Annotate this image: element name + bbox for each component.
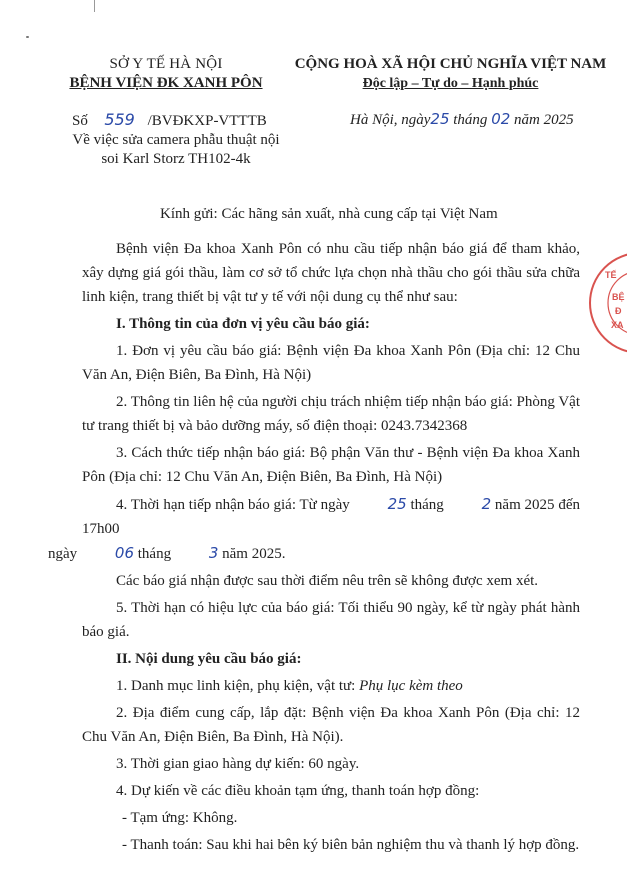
section-1-heading: I. Thông tin của đơn vị yêu cầu báo giá: [116,316,370,332]
section-1-item-2: 2. Thông tin liên hệ của người chịu trách nhiệm tiếp nhận báo giá: Phòng Vật tư trang thiết bị và bảo dưỡng máy, số điện thoại: 0243.7342368 [82,394,580,434]
stamp-text-3: Đ [615,306,622,316]
appendix-reference: Phụ lục kèm theo [359,678,463,694]
document-number [72,110,267,130]
item4-text-b: tháng [410,497,444,513]
stamp-outer-ring [590,253,627,353]
motto-slogan: Độc lập – Tự do – Hạnh phúc [362,76,539,91]
date-line [350,110,574,129]
subject-line-1: Về việc sửa camera phẫu thuật nội [72,132,280,148]
section-1-item-3: 3. Cách thức tiếp nhận báo giá: Bộ phận Văn thư - Bệnh viện Đa khoa Xanh Pôn (Địa chỉ: 12 Chu Văn An, Điện Biên, Ba Đình, Hà Nội) [82,445,580,485]
section-1-item-1: 1. Đơn vị yêu cầu báo giá: Bệnh viện Đa khoa Xanh Pôn (Địa chỉ: 12 Chu Văn An, Điện Biên, Ba Đình, Hà Nội) [82,343,580,383]
national-motto [288,56,613,92]
scan-mark [94,0,95,12]
item4-text-d: ngày [48,546,78,562]
intro-paragraph: Bệnh viện Đa khoa Xanh Pôn có nhu cầu tiếp nhận báo giá để tham khảo, xây dựng giá gói thầu, làm cơ sở tổ chức lựa chọn nhà thầu cho gói thầu sửa chữa linh kiện, trang thiết bị vật tư y tế với nội dung cụ thể như sau: [82,241,580,305]
handwritten-start-day: 25 [387,495,407,513]
advance-payment-term: - Tạm ứng: Không. [122,810,238,826]
item4-text-c: năm 2025 đến 17h00 [82,497,580,537]
salutation: Kính gửi: Các hãng sản xuất, nhà cung cấp tại Việt Nam [160,206,498,222]
stamp-text-2: BỆ [612,292,625,302]
handwritten-start-month: 2 [481,495,492,513]
stamp-inner-ring [608,271,627,335]
hospital-stamp [585,248,627,358]
section-2-item-3: 3. Thời gian giao hàng dự kiến: 60 ngày. [116,756,360,772]
so-label: Số [72,113,88,129]
organization-name: BỆNH VIỆN ĐK XANH PÔN [69,75,263,91]
handwritten-number: 559 [104,110,135,129]
issuing-organization [56,56,276,92]
section-2-item-4: 4. Dự kiến về các điều khoản tạm ứng, thanh toán hợp đồng: [116,783,480,799]
date-month-label: tháng [453,112,488,128]
handwritten-end-month: 3 [208,544,219,562]
handwritten-month: 02 [491,110,511,128]
handwritten-end-day: 06 [114,544,135,562]
section-1-item-5: 5. Thời hạn có hiệu lực của báo giá: Tối thiểu 90 ngày, kể từ ngày phát hành báo giá. [82,600,580,640]
handwritten-day: 25 [430,110,450,128]
document-body [48,237,580,860]
item4-text-a: 4. Thời hạn tiếp nhận báo giá: Từ ngày [116,497,350,513]
item4-text-f: năm 2025. [222,546,286,562]
date-place: Hà Nội, ngày [350,112,431,128]
scan-speck [26,36,29,38]
late-submission-note: Các báo giá nhận được sau thời điểm nêu trên sẽ không được xem xét. [116,573,539,589]
stamp-text-1: TẾ [605,270,617,280]
stamp-text-4: XA [611,320,624,330]
so-suffix: /BVĐKXP-VTTTB [147,113,267,129]
section-2-item-2: 2. Địa điểm cung cấp, lắp đặt: Bệnh viện Đa khoa Xanh Pôn (Địa chỉ: 12 Chu Văn An, Điện Biên, Ba Đình, Hà Nội). [82,705,580,745]
date-year: năm 2025 [514,112,574,128]
document-subject [56,131,296,169]
payment-term: - Thanh toán: Sau khi hai bên ký biên bản nghiệm thu và thanh lý hợp đồng. [122,837,580,853]
section-2-heading: II. Nội dung yêu cầu báo giá: [116,651,302,667]
s2-item1-text: 1. Danh mục linh kiện, phụ kiện, vật tư: [116,678,356,694]
country-title: CỘNG HOÀ XÃ HỘI CHỦ NGHĨA VIỆT NAM [294,56,607,72]
subject-line-2: soi Karl Storz TH102-4k [101,151,251,167]
item4-text-e: tháng [137,546,172,562]
section-1-item-4 [48,492,580,566]
parent-organization: SỞ Y TẾ HÀ NỘI [109,56,223,72]
section-2-item-1 [82,674,580,698]
